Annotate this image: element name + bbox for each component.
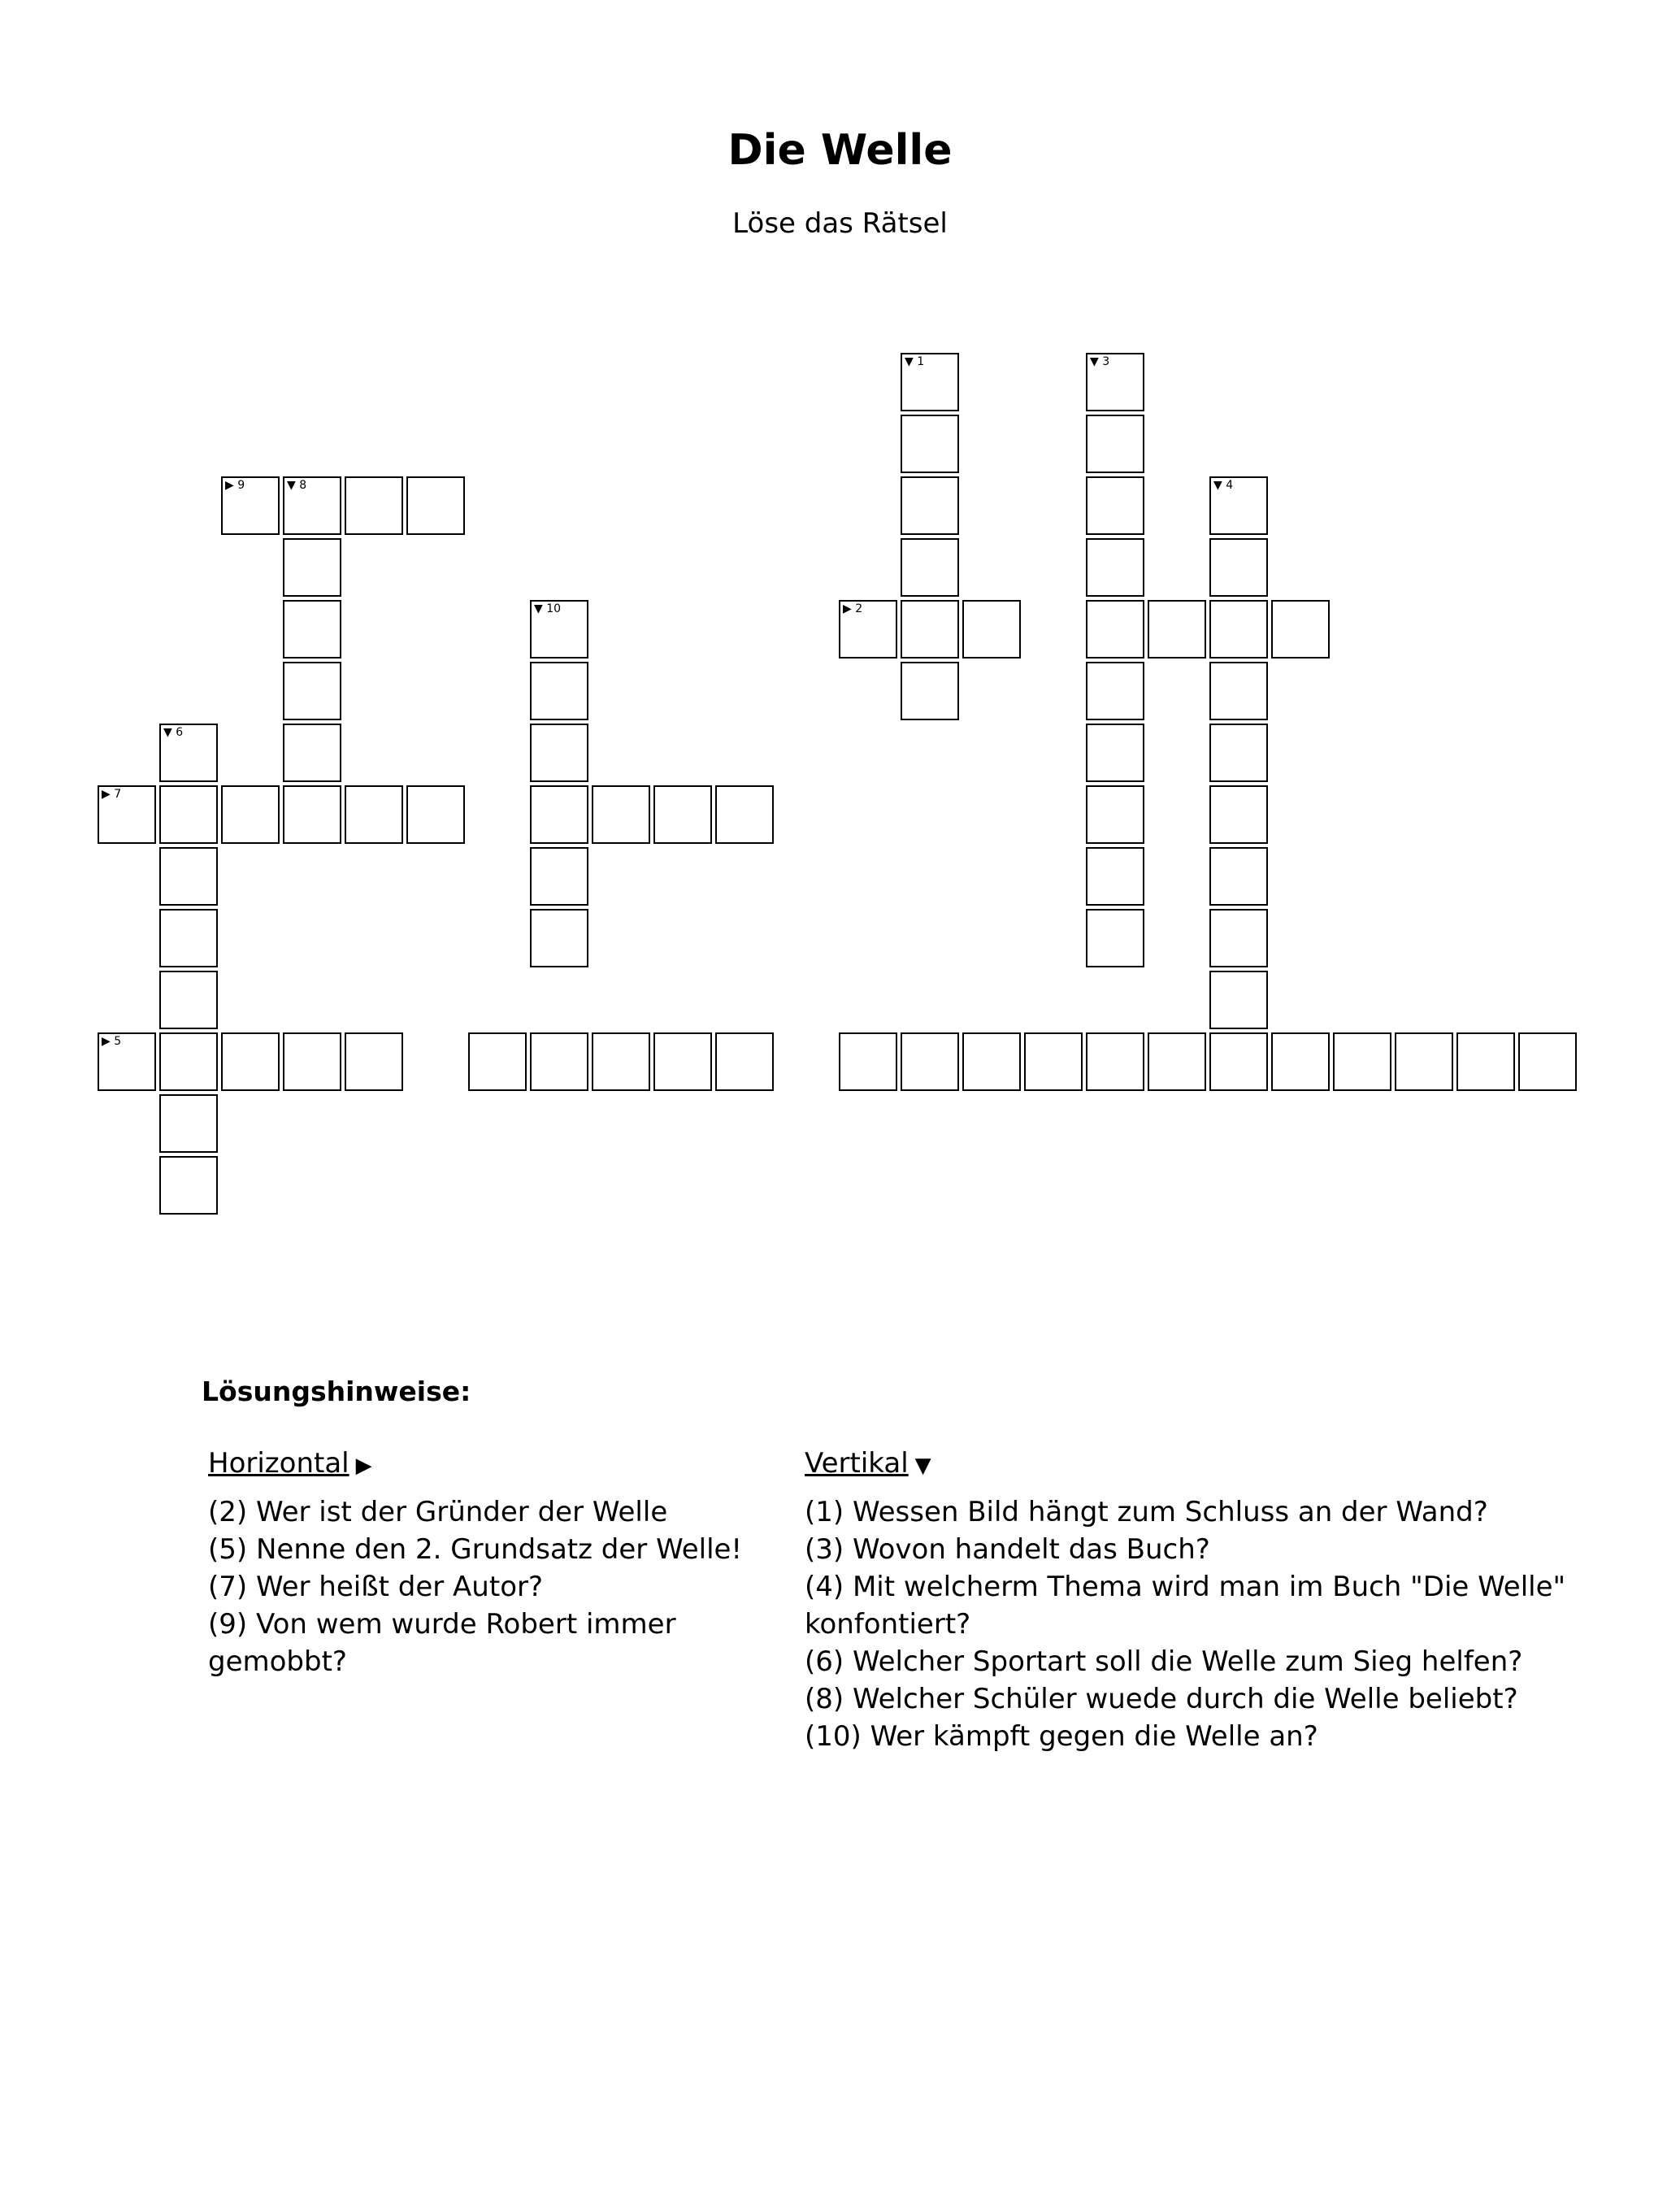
crossword-cell[interactable] xyxy=(283,724,341,782)
crossword-cell[interactable] xyxy=(1456,1032,1515,1091)
crossword-cell[interactable] xyxy=(1086,600,1144,658)
page-subtitle: Löse das Rätsel xyxy=(732,207,948,240)
clue-vertical-8: (8) Welcher Schüler wuede durch die Welle beliebt? xyxy=(805,1683,1518,1715)
crossword-cell[interactable] xyxy=(1209,971,1268,1029)
crossword-cell[interactable] xyxy=(345,476,403,535)
crossword-cell[interactable] xyxy=(1209,538,1268,597)
crossword-cell[interactable] xyxy=(530,662,588,720)
crossword-cell[interactable] xyxy=(1086,353,1144,411)
clue-number-label: ▶ 2 xyxy=(843,602,863,615)
horizontal-heading xyxy=(208,1445,372,1484)
crossword-cell[interactable] xyxy=(530,1032,588,1091)
crossword-cell[interactable] xyxy=(1271,1032,1330,1091)
arrow-down-icon: ▼ xyxy=(914,1454,931,1478)
crossword-cell[interactable] xyxy=(715,1032,774,1091)
clue-vertical-1: (1) Wessen Bild hängt zum Schluss an der Wand? xyxy=(805,1496,1488,1528)
crossword-cell[interactable] xyxy=(159,724,218,782)
crossword-cell[interactable] xyxy=(159,909,218,967)
crossword-cell[interactable] xyxy=(221,1032,280,1091)
clue-horizontal-2: (2) Wer ist der Gründer der Welle xyxy=(208,1496,668,1528)
crossword-cell[interactable] xyxy=(1086,724,1144,782)
crossword-cell[interactable] xyxy=(1148,600,1206,658)
crossword-cell[interactable] xyxy=(345,785,403,844)
crossword-cell[interactable] xyxy=(1086,415,1144,473)
horizontal-clue-list xyxy=(208,1493,777,1680)
clue-number-label: ▼ 6 xyxy=(163,726,184,739)
crossword-cell[interactable] xyxy=(530,724,588,782)
vertical-clue-list xyxy=(805,1493,1569,1755)
clue-horizontal-5: (5) Nenne den 2. Grundsatz der Welle! xyxy=(208,1533,743,1566)
clue-vertical-10: (10) Wer kämpft gegen die Welle an? xyxy=(805,1720,1318,1753)
vertical-label: Vertikal xyxy=(805,1447,909,1480)
crossword-cell[interactable] xyxy=(345,1032,403,1091)
crossword-cell[interactable] xyxy=(962,600,1021,658)
crossword-cell[interactable] xyxy=(1209,1032,1268,1091)
crossword-cell[interactable] xyxy=(283,662,341,720)
crossword-cell[interactable] xyxy=(962,1032,1021,1091)
clue-number-label: ▶ 9 xyxy=(225,479,245,492)
clue-number-label: ▼ 1 xyxy=(905,355,925,368)
crossword-cell[interactable] xyxy=(283,476,341,535)
clue-horizontal-9: (9) Von wem wurde Robert immer gemobbt? xyxy=(208,1608,676,1678)
clue-vertical-4: (4) Mit welcherm Thema wird man im Buch "Die Welle" konfontiert? xyxy=(805,1571,1566,1641)
crossword-cell[interactable] xyxy=(159,1094,218,1153)
crossword-cell[interactable] xyxy=(901,1032,959,1091)
arrow-right-icon: ▶ xyxy=(355,1454,372,1478)
crossword-cell[interactable] xyxy=(901,538,959,597)
crossword-cell[interactable] xyxy=(468,1032,527,1091)
crossword-cell[interactable] xyxy=(159,847,218,906)
horizontal-label: Horizontal xyxy=(208,1447,349,1480)
crossword-cell[interactable] xyxy=(653,785,712,844)
crossword-cell[interactable] xyxy=(159,1032,218,1091)
crossword-cell[interactable] xyxy=(98,1032,156,1091)
crossword-cell[interactable] xyxy=(283,1032,341,1091)
clue-number-label: ▼ 8 xyxy=(287,479,307,492)
crossword-cell[interactable] xyxy=(530,909,588,967)
crossword-cell[interactable] xyxy=(1209,785,1268,844)
crossword-cell[interactable] xyxy=(653,1032,712,1091)
crossword-cell[interactable] xyxy=(406,785,465,844)
crossword-cell[interactable] xyxy=(1148,1032,1206,1091)
crossword-cell[interactable] xyxy=(221,785,280,844)
crossword-cell[interactable] xyxy=(1209,847,1268,906)
clue-vertical-3: (3) Wovon handelt das Buch? xyxy=(805,1533,1210,1566)
clue-number-label: ▼ 10 xyxy=(534,602,562,615)
crossword-cell[interactable] xyxy=(1086,476,1144,535)
clue-horizontal-7: (7) Wer heißt der Autor? xyxy=(208,1571,544,1603)
hints-heading: Lösungshinweise: xyxy=(202,1376,471,1407)
crossword-cell[interactable] xyxy=(1086,847,1144,906)
crossword-cell[interactable] xyxy=(1333,1032,1391,1091)
vertical-heading xyxy=(805,1445,931,1484)
crossword-cell[interactable] xyxy=(592,785,650,844)
crossword-cell[interactable] xyxy=(283,600,341,658)
crossword-cell[interactable] xyxy=(901,476,959,535)
page-title: Die Welle xyxy=(727,126,953,175)
crossword-cell[interactable] xyxy=(98,785,156,844)
crossword-cell[interactable] xyxy=(839,600,897,658)
crossword-cell[interactable] xyxy=(530,785,588,844)
crossword-cell[interactable] xyxy=(1086,1032,1144,1091)
crossword-cell[interactable] xyxy=(1209,724,1268,782)
crossword-cell[interactable] xyxy=(530,847,588,906)
crossword-cell[interactable] xyxy=(283,785,341,844)
crossword-cell[interactable] xyxy=(901,353,959,411)
crossword-cell[interactable] xyxy=(592,1032,650,1091)
crossword-cell[interactable] xyxy=(1395,1032,1453,1091)
crossword-cell[interactable] xyxy=(159,785,218,844)
crossword-cell[interactable] xyxy=(1518,1032,1577,1091)
crossword-cell[interactable] xyxy=(221,476,280,535)
crossword-cell[interactable] xyxy=(1086,785,1144,844)
crossword-cell[interactable] xyxy=(1086,538,1144,597)
crossword-cell[interactable] xyxy=(1086,909,1144,967)
crossword-cell[interactable] xyxy=(901,415,959,473)
clue-vertical-6: (6) Welcher Sportart soll die Welle zum Sieg helfen? xyxy=(805,1645,1523,1678)
crossword-cell[interactable] xyxy=(901,600,959,658)
crossword-cell[interactable] xyxy=(530,600,588,658)
crossword-cell[interactable] xyxy=(1086,662,1144,720)
crossword-cell[interactable] xyxy=(159,1156,218,1215)
crossword-cell[interactable] xyxy=(1209,600,1268,658)
crossword-cell[interactable] xyxy=(1209,662,1268,720)
clue-number-label: ▼ 3 xyxy=(1090,355,1110,368)
crossword-cell[interactable] xyxy=(159,971,218,1029)
crossword-cell[interactable] xyxy=(715,785,774,844)
clue-number-label: ▶ 7 xyxy=(102,788,122,801)
crossword-cell[interactable] xyxy=(901,662,959,720)
crossword-cell[interactable] xyxy=(839,1032,897,1091)
crossword-cell[interactable] xyxy=(1024,1032,1083,1091)
clue-number-label: ▶ 5 xyxy=(102,1035,122,1048)
crossword-cell[interactable] xyxy=(1209,476,1268,535)
crossword-cell[interactable] xyxy=(1271,600,1330,658)
crossword-cell[interactable] xyxy=(406,476,465,535)
crossword-cell[interactable] xyxy=(1209,909,1268,967)
clue-number-label: ▼ 4 xyxy=(1213,479,1234,492)
crossword-cell[interactable] xyxy=(283,538,341,597)
